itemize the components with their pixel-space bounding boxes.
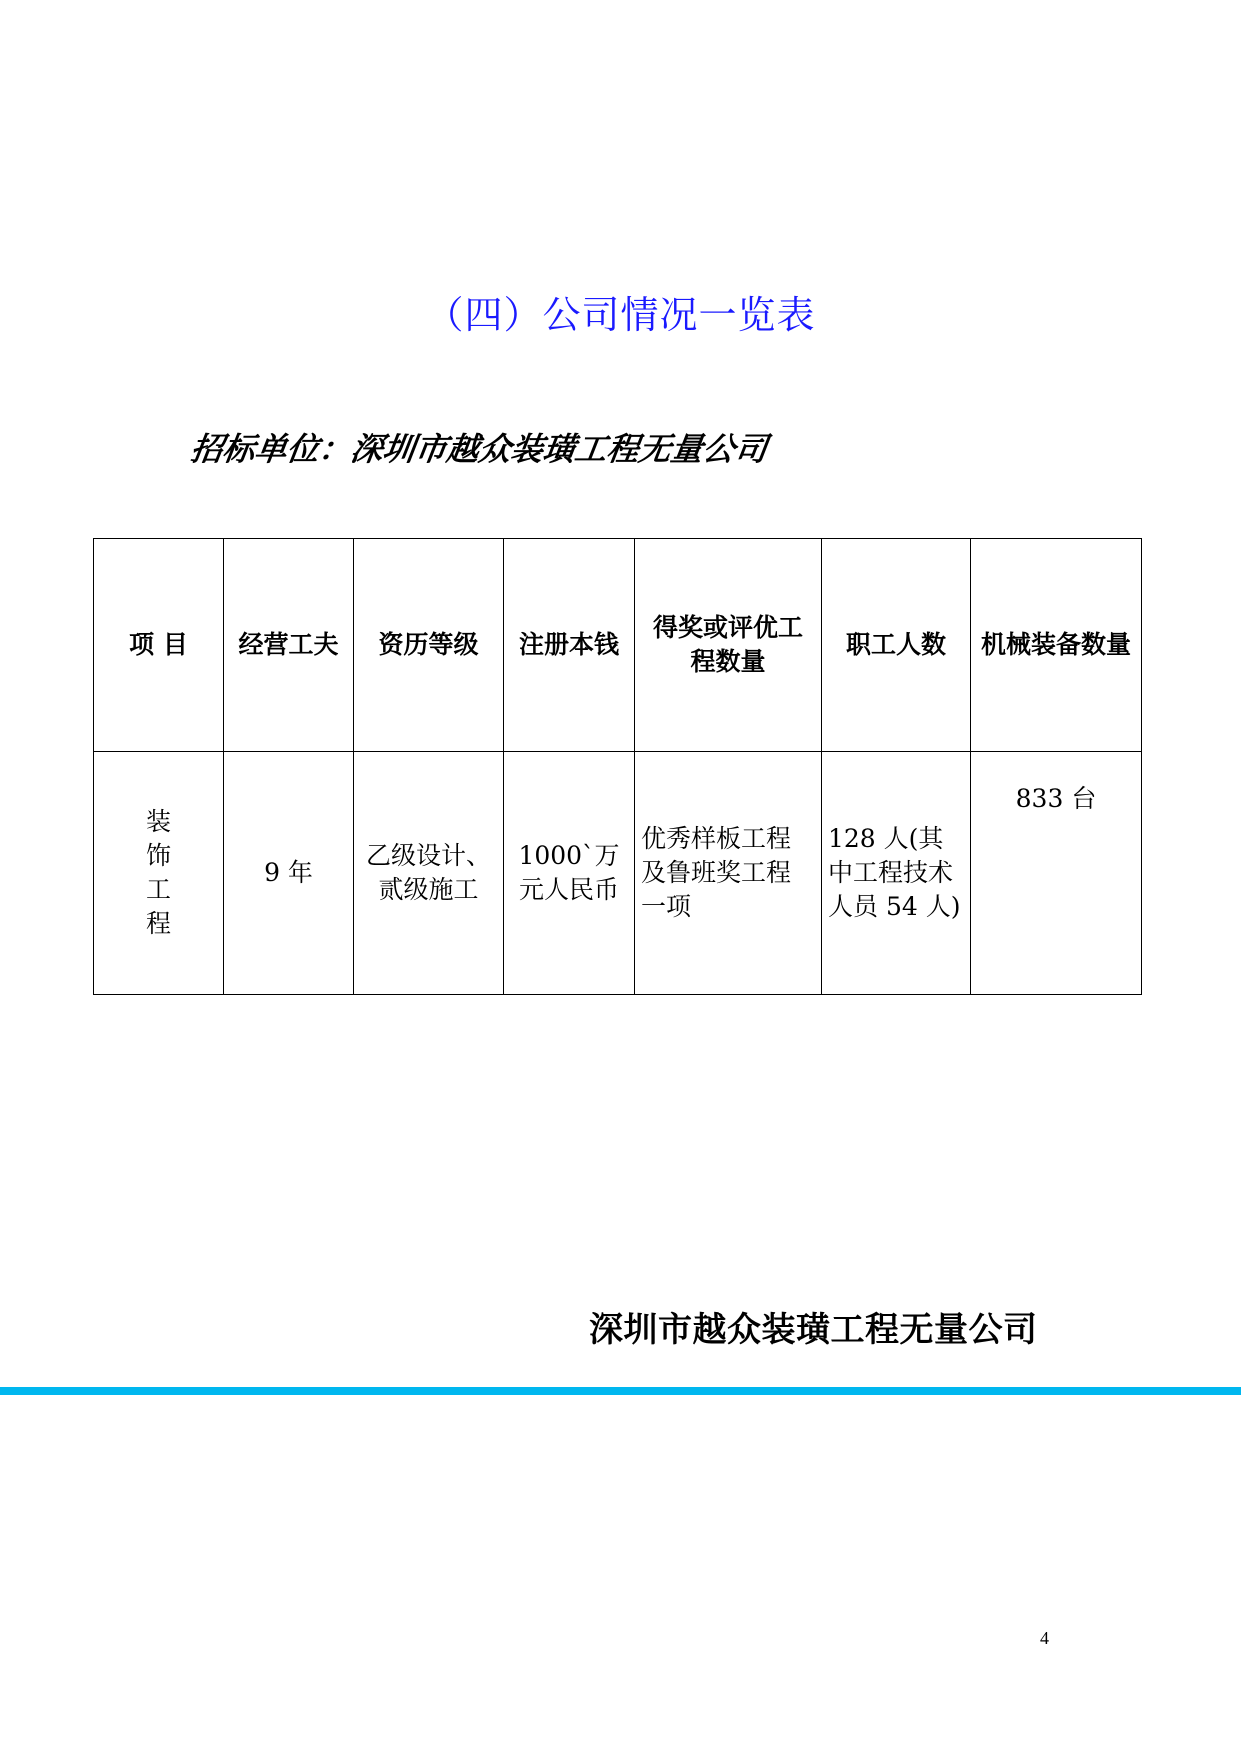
table-header-row [94, 539, 1142, 752]
header-project: 项 目 [94, 539, 224, 752]
bidder-line [188, 424, 770, 470]
cell-machinery: 833 台 [971, 752, 1142, 995]
table-row [94, 752, 1142, 995]
bidder-label: 招标单位： [188, 430, 354, 468]
company-info-table [93, 538, 1142, 995]
section-title: （四）公司情况一览表 [425, 293, 816, 337]
page-number: 4 [1040, 1628, 1049, 1648]
header-registered-capital: 注册本钱 [504, 539, 635, 752]
cell-registered-capital: 1000`万元人民币 [504, 752, 635, 995]
cell-business-years: 9 年 [224, 752, 354, 995]
header-staff: 职工人数 [822, 539, 971, 752]
cell-awards: 优秀样板工程及鲁班奖工程一项 [635, 752, 822, 995]
cell-staff: 128 人(其中工程技术人员 54 人) [822, 752, 971, 995]
header-business-years: 经营工夫 [224, 539, 354, 752]
signature-company: 深圳市越众装璜工程无量公司 [589, 1310, 1038, 1350]
header-awards: 得奖或评优工程数量 [635, 539, 822, 752]
cell-project [94, 752, 224, 995]
cell-qualification: 乙级设计、贰级施工 [354, 752, 504, 995]
bidder-name: 深圳市越众装璜工程无量公司 [348, 430, 770, 468]
header-qualification: 资历等级 [354, 539, 504, 752]
project-char: 程 [145, 909, 171, 938]
project-char: 装 [145, 807, 171, 836]
footer-rule [0, 1387, 1241, 1395]
project-char: 饰 [145, 841, 171, 870]
header-machinery: 机械装备数量 [971, 539, 1142, 752]
project-char: 工 [145, 875, 171, 904]
